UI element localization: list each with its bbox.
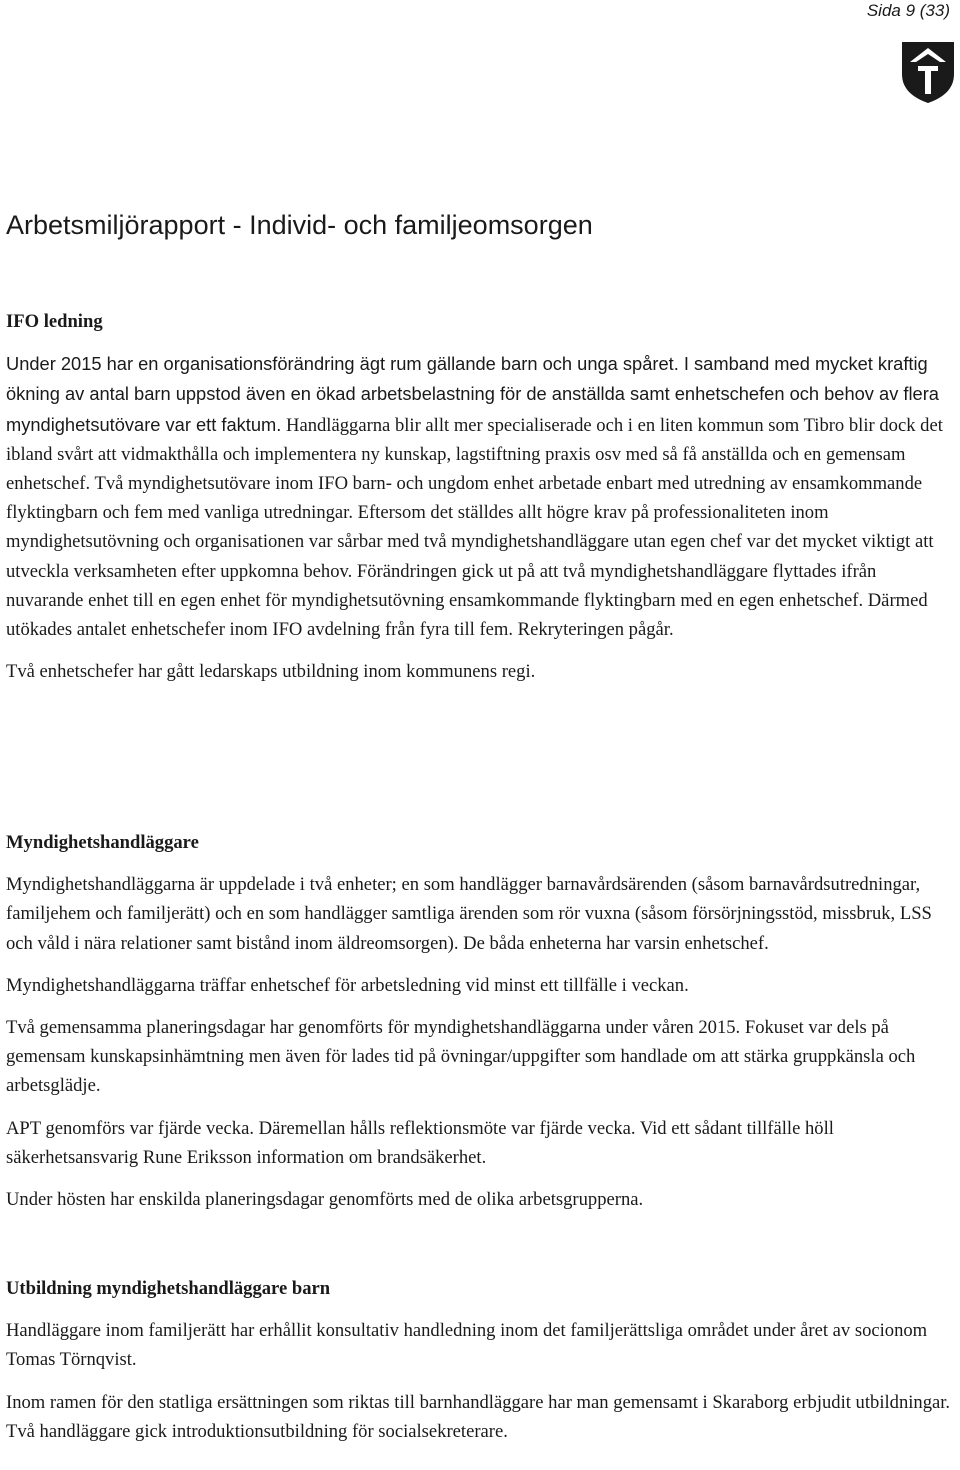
paragraph-sans-part: Under 2015 har en organisationsförändring ägt rum gällande barn och unga spåret. I samband med mycket kraftig ökning av antal barn uppstod även en ökad arbetsbelastning för de anställda samt enhetschefen och behov av flera myndighetsutövare var ett faktum. [6,353,939,435]
paragraph-serif-part: Handläggarna blir allt mer specialiserade och i en liten kommun som Tibro blir dock det ibland svårt att vidmakthålla och implementera ny kunskap, lagstiftning praxis osv med så få anställda och en gemensam enhetschef. Två myndighetsutövare inom IFO barn- och ungdom enhet arbetade enbart med utredning av ensamkommande flyktingbarn och fem med vanliga utredningar. Eftersom det ställdes allt högre krav på professionaliteten inom myndighetsutövning och organisationen var sårbar med två myndighetshandläggare utan egen chef var det mycket viktigt att utveckla verksamheten efter uppkomna behov. Förändringen gick ut på att två myndighetshandläggare flyttades ifrån nuvarande enhet till en egen enhet för myndighetsutövning ensamkommande flyktingbarn med en egen enhetschef. Därmed utökades antalet enhetschefer inom IFO avdelning från fyra till fem. Rekryteringen pågår. [6,414,943,641]
paragraph: Två gemensamma planeringsdagar har genomförts för myndighetshandläggarna under våren 2015. Fokuset var dels på gemensam kunskapsinhämtning men även för lades tid på övningar/uppgifter som handlade om att stärka gruppkänsla och arbetsglädje. [6,1017,916,1097]
section-heading: Myndighetshandläggare [6,832,199,853]
paragraph: Två enhetschefer har gått ledarskaps utbildning inom kommunens regi. [6,661,536,683]
paragraph: Handläggare inom familjerätt har erhållit konsultativ handledning inom det familjerättsliga området under året av socionom Tomas Törnqvist. [6,1320,928,1371]
paragraph [6,349,956,644]
page-number: Sida 9 (33) [866,1,950,20]
paragraph: APT genomförs var fjärde vecka. Däremellan hålls reflektionsmöte var fjärde vecka. Vid ett sådant tillfälle höll säkerhetsansvarig Rune Eriksson information om brandsäkerhet. [6,1117,834,1168]
paragraph: Myndighetshandläggarna träffar enhetschef för arbetsledning vid minst ett tillfälle i veckan. [6,974,689,996]
section-heading: Utbildning myndighetshandläggare barn [6,1278,331,1299]
section-ifo-ledning [6,307,956,699]
paragraph: Myndighetshandläggarna är uppdelade i två enheter; en som handlägger barnavårdsärenden (såsom barnavårdsutredningar, familjehem och familjerätt) och en som handlägger samtliga ärenden som rör vuxna (såsom försörjningsstöd, missbruk, LSS och våld i nära relationer samt bistånd inom äldreomsorgen). De båda enheterna har varsin enhetschef. [6,874,932,954]
paragraph: Under hösten har enskilda planeringsdagar genomförts med de olika arbetsgrupperna. [6,1189,644,1211]
section-myndighetshandlaggare [6,828,956,1227]
paragraph: Inom ramen för den statliga ersättningen som riktas till barnhandläggare har man gemensamt i Skaraborg erbjudit utbildningar. Två handläggare gick introduktionsutbildning för socialsekreterare. [6,1391,951,1442]
section-utbildning [6,1274,956,1459]
document-title: Arbetsmiljörapport - Individ- och familjeomsorgen [6,210,593,240]
section-heading: IFO ledning [6,311,103,332]
municipal-coat-of-arms-logo [900,40,956,104]
